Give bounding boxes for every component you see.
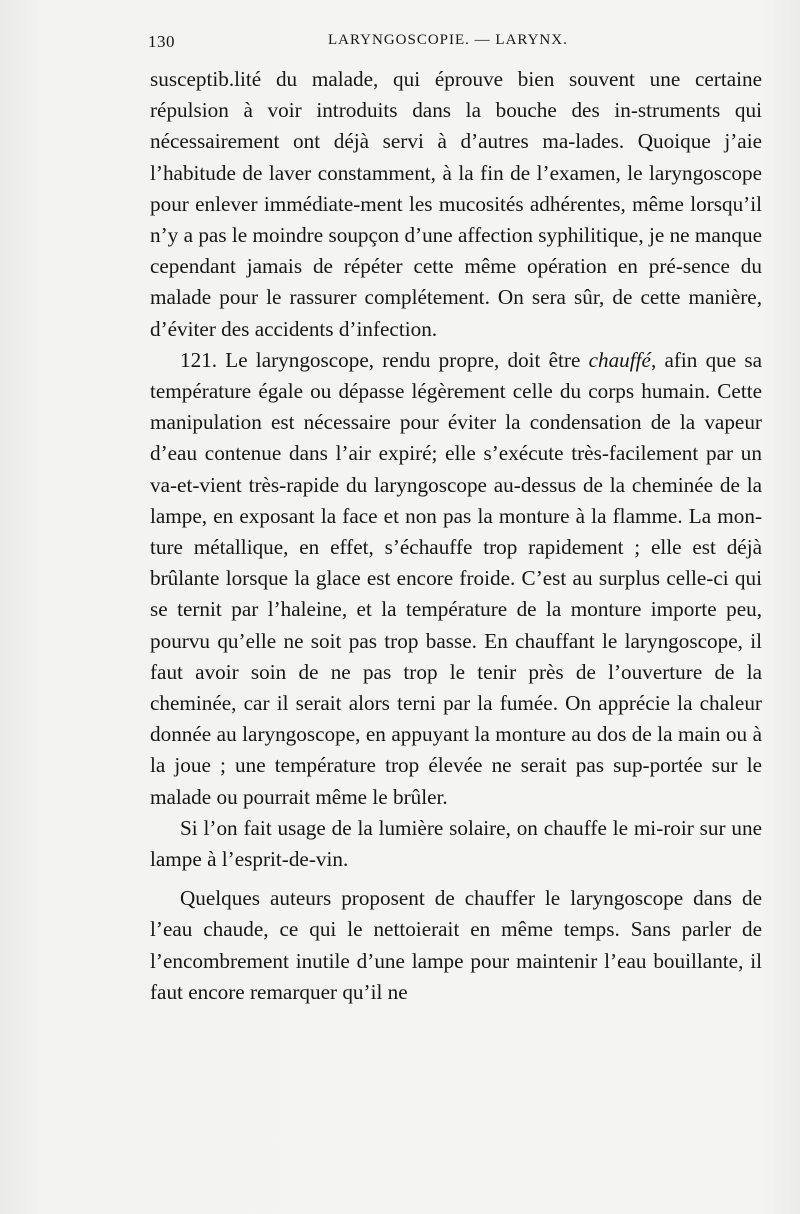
text-body	[150, 64, 762, 1008]
paragraph-solar-light	[150, 813, 762, 875]
paragraph-text: susceptib.lité du malade, qui éprouve bien souvent une certaine répulsion à voir introduits dans la bouche des in-struments qui nécessairement ont déjà servi à d’autres ma-lades. Quoique j’aie l’habitude de laver constamment, à la fin de l’examen, le laryngoscope pour enlever immédiate-ment les mucosités adhérentes, même lorsqu’il n’y a pas le moindre soupçon d’une affection syphilitique, je ne manque cependant jamais de répéter cette même opération en pré-sence du malade pour le rassurer complétement. On sera sûr, de cette manière, d’éviter des accidents d’infection.	[150, 67, 762, 341]
paragraph-text: Quelques auteurs proposent de chauffer le laryngoscope dans de l’eau chaude, ce qui le nettoierait en même temps. Sans parler de l’encombrement inutile d’une lampe pour maintenir l’eau bouillante, il faut encore remarquer qu’il ne	[150, 886, 762, 1004]
paragraph-text: , afin que sa température égale ou dépasse légèrement celle du corps humain. Cette manipulation est nécessaire pour éviter la condensation de la vapeur d’eau contenue dans l’air expiré; elle s’exécute très-facilement par un va-et-vient très-rapide du laryngoscope au-dessus de la cheminée de la lampe, en exposant la face et non pas la monture à la flamme. La mon-ture métallique, en effet, s’échauffe trop rapidement ; elle est déjà brûlante lorsque la glace est encore froide. C’est au surplus celle-ci qui se ternit par l’haleine, et la température de la monture importe peu, pourvu qu’elle ne soit pas trop basse. En chauffant le laryngoscope, il faut avoir soin de ne pas trop le tenir près de l’ouverture de la cheminée, car il serait alors terni par la fumée. On apprécie la chaleur donnée au laryngoscope, en appuyant la monture au dos de la main ou à la joue ; une température trop élevée ne serait pas sup-portée sur le malade ou pourrait même le brûler.	[150, 347, 763, 809]
running-title: LARYNGOSCOPIE. — LARYNX.	[328, 32, 568, 48]
paragraph-hot-water	[150, 883, 762, 1008]
paragraph-text: Le laryngoscope, rendu propre, doit être	[217, 347, 589, 372]
emphasized-term: chauffé	[588, 347, 651, 372]
page-number: 130	[148, 32, 175, 51]
paragraph-text: Si l’on fait usage de la lumière solaire, on chauffe le mi-roir sur une lampe à l’esprit-de-vin.	[150, 815, 762, 872]
paragraph-continuation	[150, 64, 762, 345]
paragraph-number: 121.	[180, 347, 218, 372]
paragraph-121	[150, 345, 762, 813]
page-header	[148, 32, 760, 56]
